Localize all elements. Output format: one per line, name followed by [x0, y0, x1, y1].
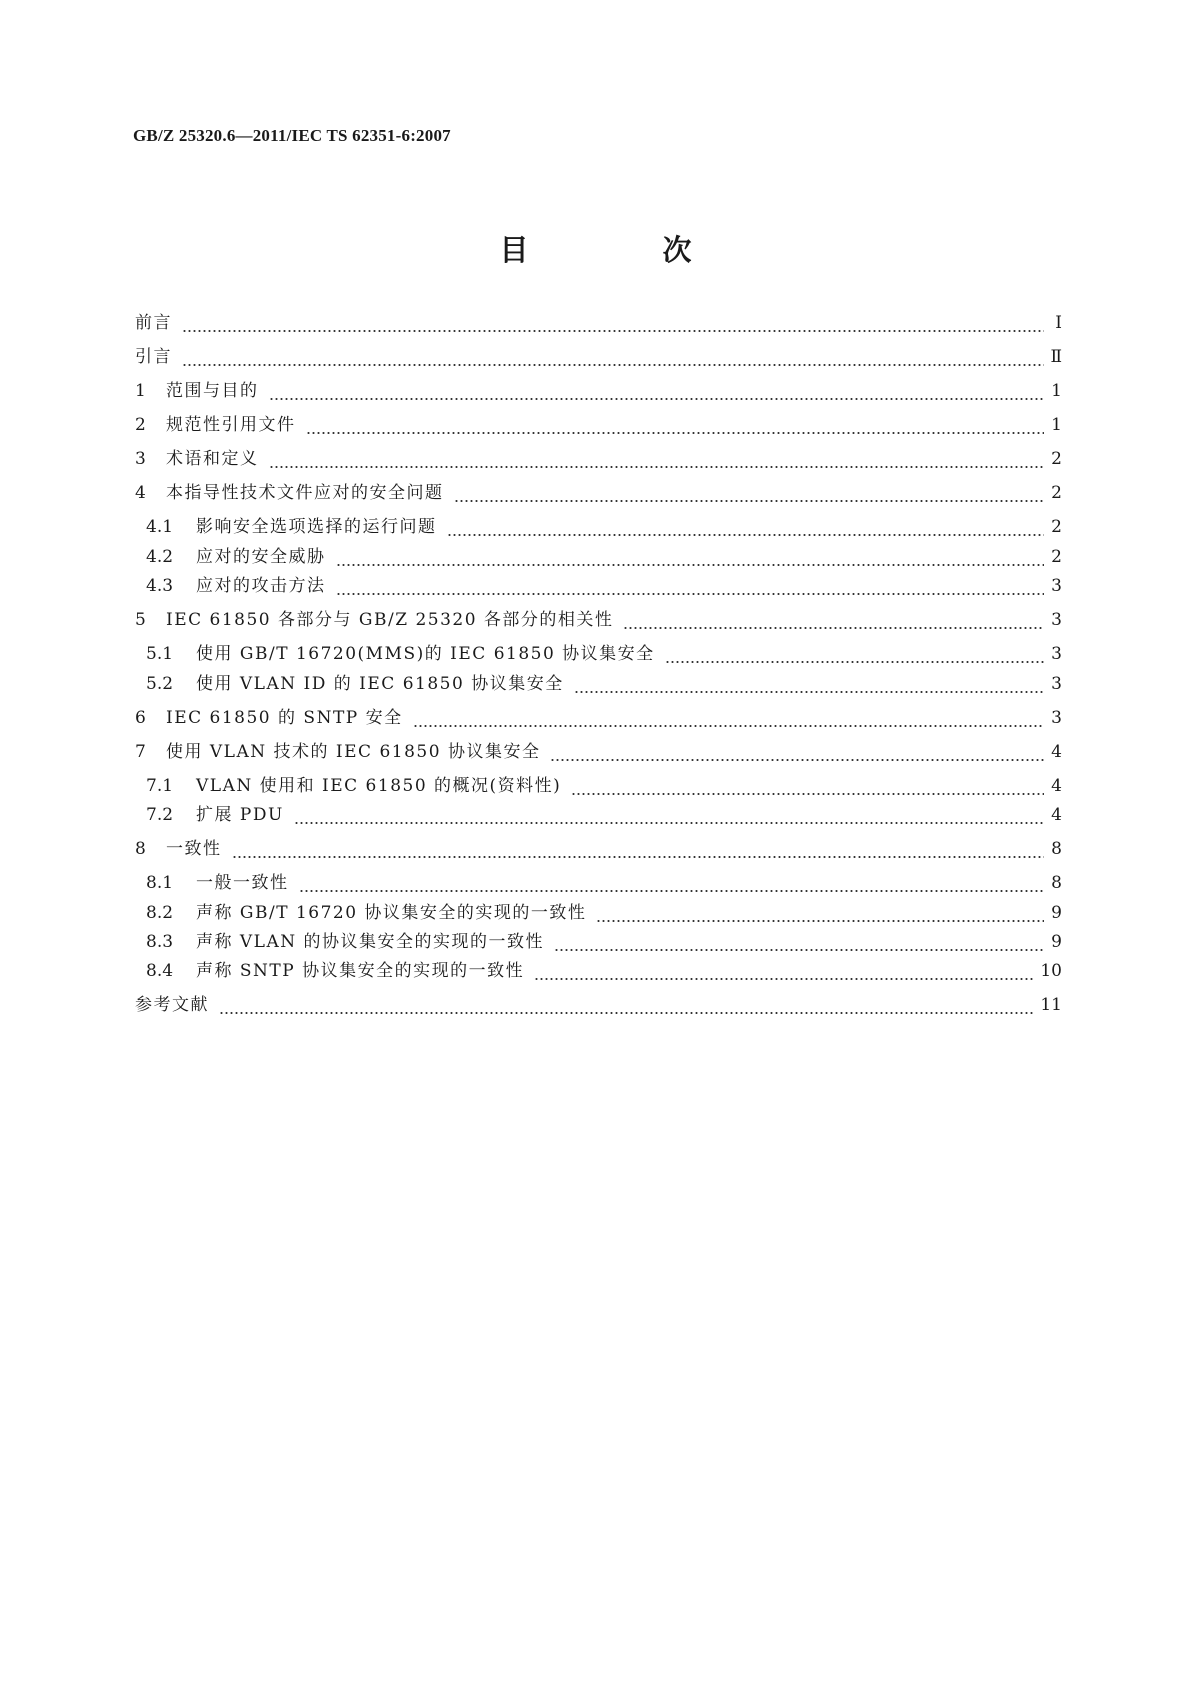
toc-entry-number: 2: [135, 415, 146, 435]
toc-page-number: 1: [1051, 415, 1062, 435]
toc-entry[interactable]: [135, 476, 1062, 504]
toc-leader-dots: [447, 516, 1045, 538]
toc-entry-title: 参考文献: [135, 995, 209, 1015]
toc-leader-dots: [413, 707, 1044, 729]
toc-entry[interactable]: [146, 540, 1062, 568]
toc-leader-dots: [571, 775, 1044, 797]
toc-entry-number: 5.1: [146, 644, 174, 664]
toc-entry-title: 前言: [135, 313, 172, 333]
toc-page-number: 11: [1040, 995, 1062, 1015]
toc-page-number: 3: [1051, 674, 1062, 694]
toc-leader-dots: [219, 994, 1034, 1016]
toc-entry[interactable]: [146, 510, 1062, 538]
toc-page-number: 8: [1051, 839, 1062, 859]
toc-entry-title: 影响安全选项选择的运行问题: [196, 517, 437, 537]
toc-leader-dots: [336, 546, 1045, 568]
toc-entry-number: 4.3: [146, 576, 174, 596]
toc-entry[interactable]: [135, 735, 1062, 763]
toc-leader-dots: [550, 741, 1044, 763]
toc-entry-title: IEC 61850 的 SNTP 安全: [166, 708, 403, 728]
toc-entry-title: 引言: [135, 347, 172, 367]
toc-entry-title: 一致性: [166, 839, 222, 859]
toc-entry-title: 扩展 PDU: [196, 805, 284, 825]
toc-leader-dots: [182, 312, 1044, 334]
toc-entry-title: 范围与目的: [166, 381, 259, 401]
toc-entry-number: 5: [135, 610, 146, 630]
toc-entry-number: 8.1: [146, 873, 174, 893]
toc-leader-dots: [596, 902, 1044, 924]
toc-entry-number: 4.1: [146, 517, 174, 537]
toc-entry-number: 5.2: [146, 674, 174, 694]
toc-entry-title: IEC 61850 各部分与 GB/Z 25320 各部分的相关性: [166, 610, 614, 630]
toc-entry-title: 应对的安全威胁: [196, 547, 326, 567]
toc-entry[interactable]: [146, 954, 1062, 982]
toc-leader-dots: [336, 575, 1045, 597]
toc-entry-title: 规范性引用文件: [166, 415, 296, 435]
toc-entry[interactable]: [146, 769, 1062, 797]
toc-entry[interactable]: [135, 306, 1062, 334]
toc-page-number: 8: [1051, 873, 1062, 893]
toc-entry-number: 8.3: [146, 932, 174, 952]
standard-code: GB/Z 25320.6—2011/IEC TS 62351-6:2007: [133, 126, 451, 145]
toc-entry-number: 8: [135, 839, 146, 859]
toc-leader-dots: [574, 673, 1044, 695]
toc-page-number: 3: [1051, 576, 1062, 596]
toc-entry[interactable]: [135, 988, 1062, 1016]
toc-entry[interactable]: [135, 603, 1062, 631]
toc-page-number: 9: [1051, 932, 1062, 952]
toc-entry-number: 7.2: [146, 805, 174, 825]
toc-page-number: Ⅱ: [1050, 347, 1062, 367]
toc-entry-title: 声称 VLAN 的协议集安全的实现的一致性: [196, 932, 545, 952]
toc-page-number: 4: [1051, 776, 1062, 796]
toc-entry[interactable]: [135, 374, 1062, 402]
toc-entry-number: 8.4: [146, 961, 174, 981]
toc-page-number: Ⅰ: [1055, 313, 1062, 333]
toc-page-number: 3: [1051, 644, 1062, 664]
toc-entry-title: 术语和定义: [166, 449, 259, 469]
page-title: 目 次: [499, 233, 754, 267]
toc-leader-dots: [554, 931, 1044, 953]
toc-leader-dots: [665, 643, 1044, 665]
toc-entry-number: 8.2: [146, 903, 174, 923]
toc-page-number: 2: [1051, 483, 1062, 503]
toc-page-number: 2: [1051, 449, 1062, 469]
toc-page-number: 9: [1051, 903, 1062, 923]
toc-entry[interactable]: [135, 340, 1062, 368]
toc-leader-dots: [534, 960, 1034, 982]
toc-entry[interactable]: [135, 442, 1062, 470]
toc-entry-title: 声称 GB/T 16720 协议集安全的实现的一致性: [196, 903, 587, 923]
toc-page-number: 4: [1051, 805, 1062, 825]
toc-leader-dots: [269, 448, 1045, 470]
toc-entry-title: 使用 VLAN ID 的 IEC 61850 协议集安全: [196, 674, 564, 694]
toc-page-number: 2: [1051, 517, 1062, 537]
toc-entry[interactable]: [146, 866, 1062, 894]
toc-entry-number: 3: [135, 449, 146, 469]
toc-page-number: 1: [1051, 381, 1062, 401]
toc-leader-dots: [182, 346, 1044, 368]
toc-entry[interactable]: [146, 569, 1062, 597]
toc-entry[interactable]: [146, 798, 1062, 826]
toc-entry[interactable]: [135, 701, 1062, 729]
toc-entry-number: 1: [135, 381, 146, 401]
toc-entry-number: 6: [135, 708, 146, 728]
toc-entry-title: 本指导性技术文件应对的安全问题: [166, 483, 444, 503]
toc-entry-number: 7: [135, 742, 146, 762]
toc-entry-title: 使用 VLAN 技术的 IEC 61850 协议集安全: [166, 742, 541, 762]
toc-leader-dots: [454, 482, 1045, 504]
toc-entry-title: 使用 GB/T 16720(MMS)的 IEC 61850 协议集安全: [196, 644, 655, 664]
toc-page-number: 4: [1051, 742, 1062, 762]
toc-entry[interactable]: [135, 832, 1062, 860]
toc-entry-number: 4: [135, 483, 146, 503]
toc-page-number: 2: [1051, 547, 1062, 567]
toc-leader-dots: [623, 609, 1044, 631]
toc-leader-dots: [232, 838, 1045, 860]
toc-entry-title: 一般一致性: [196, 873, 289, 893]
toc-leader-dots: [306, 414, 1045, 436]
toc-entry[interactable]: [146, 637, 1062, 665]
toc-entry-title: 声称 SNTP 协议集安全的实现的一致性: [196, 961, 525, 981]
toc-leader-dots: [269, 380, 1045, 402]
toc-entry[interactable]: [146, 896, 1062, 924]
toc-page-number: 3: [1051, 708, 1062, 728]
toc-page-number: 3: [1051, 610, 1062, 630]
toc-page-number: 10: [1040, 961, 1062, 981]
toc-entry[interactable]: [146, 667, 1062, 695]
toc-entry-number: 4.2: [146, 547, 174, 567]
toc-entry[interactable]: [146, 925, 1062, 953]
toc-entry[interactable]: [135, 408, 1062, 436]
toc-leader-dots: [299, 872, 1045, 894]
toc-leader-dots: [294, 804, 1044, 826]
toc-entry-number: 7.1: [146, 776, 174, 796]
toc-entry-title: VLAN 使用和 IEC 61850 的概况(资料性): [196, 776, 562, 796]
toc-entry-title: 应对的攻击方法: [196, 576, 326, 596]
